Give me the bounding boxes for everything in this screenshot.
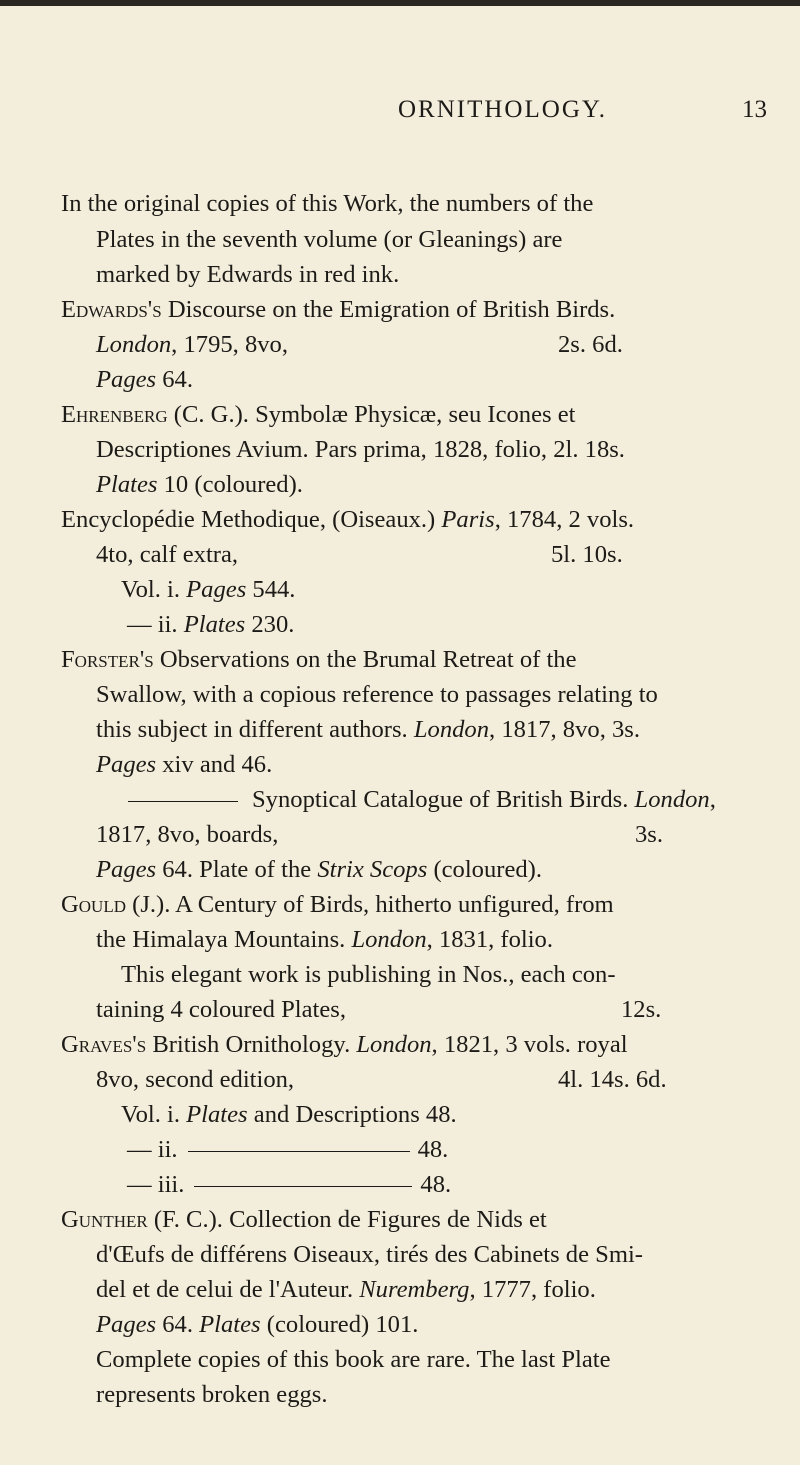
gunther-details: , 1777, folio. [469, 1276, 596, 1303]
ditto-dash [194, 1186, 412, 1187]
gunther-place: Nuremberg [359, 1276, 470, 1303]
gunther-plates-label: Plates [199, 1311, 261, 1338]
graves-line-2: 8vo, second edition, [96, 1066, 295, 1093]
graves-vol-3 [127, 1168, 451, 1202]
graves-details: , 1821, 3 vols. royal [431, 1031, 628, 1058]
ehrenberg-entry [61, 398, 575, 432]
edwards-place: London [96, 331, 172, 358]
gunther-pages-plates [96, 1308, 418, 1342]
page-header [0, 96, 800, 126]
forster-pages-value: xiv and 46. [156, 751, 273, 778]
graves-vol-2-value: 48. [417, 1136, 449, 1163]
gunther-pages-value: 64. [156, 1311, 200, 1338]
forster-synoptical-species: Strix Scops [317, 856, 428, 883]
forster-line-2: Swallow, with a copious reference to passages relating to [96, 681, 658, 708]
forster-synoptical-entry: Synoptical Catalogue of British Birds. London, [128, 783, 716, 817]
gould-line-1: (J.). A Century of Birds, hitherto unfigured, from [125, 891, 614, 918]
graves-vol-1-prefix: Vol. i. [121, 1101, 187, 1128]
encyclopedie-vol-1 [121, 573, 295, 607]
gunther-line-3 [96, 1273, 596, 1307]
gould-price: 12s. [621, 996, 662, 1023]
forster-synoptical-pages-label: Pages [96, 856, 157, 883]
forster-entry [61, 643, 577, 677]
encyclopedie-vol-1-value: 544. [246, 576, 296, 603]
intro-line-2: Plates in the seventh volume (or Gleanings) are [96, 226, 563, 253]
graves-vol-3-prefix: — iii. [127, 1171, 185, 1198]
graves-price: 4l. 14s. 6d. [558, 1066, 667, 1093]
gould-author: Gould [61, 891, 126, 918]
graves-author: Graves's [61, 1031, 147, 1058]
page-number: 13 [742, 96, 767, 123]
graves-vol-2-prefix: — ii. [127, 1136, 178, 1163]
ehrenberg-author: Ehrenberg [61, 401, 168, 428]
gould-entry [61, 888, 614, 922]
running-title: ORNITHOLOGY. [398, 96, 607, 123]
ditto-dash [128, 801, 238, 802]
forster-line-1: Observations on the Brumal Retreat of the [153, 646, 577, 673]
edwards-author: Edwards's [61, 296, 162, 323]
encyclopedie-line-2: 4to, calf extra, [96, 541, 239, 568]
gunther-author: Gunther [61, 1206, 148, 1233]
gould-line-2-text: the Himalaya Mountains. [96, 926, 352, 953]
ehrenberg-plates-value: 10 (coloured). [157, 471, 303, 498]
ehrenberg-line-2 [96, 433, 625, 467]
ehrenberg-line-2-text: Descriptiones Avium. Pars prima, 1828, folio, [96, 436, 548, 463]
edwards-pages-label: Pages [96, 366, 157, 393]
graves-vol-1 [121, 1098, 457, 1132]
forster-synoptical-price: 3s. [635, 821, 664, 848]
ehrenberg-line-1: (C. G.). Symbolæ Physicæ, seu Icones et [167, 401, 576, 428]
intro-line-1: In the original copies of this Work, the numbers of the [61, 190, 594, 217]
ehrenberg-plates-label: Plates [96, 471, 158, 498]
edwards-pages-value: 64. [156, 366, 193, 393]
graves-vol-1-value: and Descriptions 48. [247, 1101, 457, 1128]
intro-line-3: marked by Edwards in red ink. [96, 261, 400, 288]
forster-place: London [413, 716, 490, 743]
encyclopedie-price: 5l. 10s. [551, 541, 623, 568]
forster-synoptical-pages-value: 64. Plate of the [156, 856, 318, 883]
encyclopedie-vol-2 [127, 608, 294, 642]
top-rule [0, 0, 800, 6]
forster-price: 3s. [612, 716, 641, 743]
edwards-title: Discourse on the Emigration of British Birds. [161, 296, 616, 323]
gunther-note-2: represents broken eggs. [96, 1381, 328, 1408]
gunther-line-3-text: del et de celui de l'Auteur. [96, 1276, 360, 1303]
gould-line-3: This elegant work is publishing in Nos., each con- [121, 961, 616, 988]
forster-line-3-text: this subject in different authors. [96, 716, 414, 743]
forster-pages [96, 748, 272, 782]
gould-line-2 [96, 923, 553, 957]
gunther-note-1: Complete copies of this book are rare. The last Plate [96, 1346, 611, 1373]
edwards-pages [96, 363, 193, 397]
encyclopedie-vol-1-prefix: Vol. i. [121, 576, 187, 603]
forster-author: Forster's [61, 646, 154, 673]
edwards-price: 2s. 6d. [558, 331, 623, 358]
encyclopedie-vol-2-label: Plates [183, 611, 246, 638]
encyclopedie-details: , 1784, 2 vols. [494, 506, 635, 533]
gunther-line-2: d'Œufs de différens Oiseaux, tirés des Cabinets de Smi- [96, 1241, 643, 1268]
graves-place: London [356, 1031, 432, 1058]
encyclopedie-entry [61, 503, 634, 537]
encyclopedie-title: Encyclopédie Methodique, (Oiseaux.) [61, 506, 442, 533]
ehrenberg-price: 2l. 18s. [553, 436, 625, 463]
forster-synoptical-after: (coloured). [427, 856, 543, 883]
ehrenberg-plates [96, 468, 303, 502]
edwards-details: , 1795, 8vo, [171, 331, 288, 358]
ditto-dash [188, 1151, 410, 1152]
gould-place: London [351, 926, 427, 953]
gunther-plates-value: (coloured) 101. [260, 1311, 419, 1338]
graves-vol-3-value: 48. [420, 1171, 452, 1198]
forster-pages-label: Pages [96, 751, 157, 778]
graves-title: British Ornithology. [146, 1031, 357, 1058]
graves-vol-2 [127, 1133, 448, 1167]
forster-synoptical-title: Synoptical Catalogue of British Birds. [252, 786, 635, 813]
gould-line-4: taining 4 coloured Plates, [96, 996, 346, 1023]
edwards-imprint [96, 328, 288, 362]
forster-synoptical-pages [96, 853, 542, 887]
gunther-pages-label: Pages [96, 1311, 157, 1338]
gunther-line-1: (F. C.). Collection de Figures de Nids et [147, 1206, 547, 1233]
forster-details: , 1817, 8vo, [489, 716, 606, 743]
graves-vol-1-label: Plates [186, 1101, 248, 1128]
edwards-entry [61, 293, 615, 327]
encyclopedie-vol-2-value: 230. [245, 611, 295, 638]
encyclopedie-vol-1-label: Pages [186, 576, 247, 603]
forster-synoptical-line-2: 1817, 8vo, boards, [96, 821, 279, 848]
encyclopedie-vol-2-prefix: — ii. [127, 611, 184, 638]
encyclopedie-place: Paris [441, 506, 495, 533]
forster-synoptical-place: London [634, 786, 710, 813]
forster-line-3 [96, 713, 640, 747]
gould-details: , 1831, folio. [426, 926, 554, 953]
graves-entry [61, 1028, 628, 1062]
gunther-entry [61, 1203, 547, 1237]
